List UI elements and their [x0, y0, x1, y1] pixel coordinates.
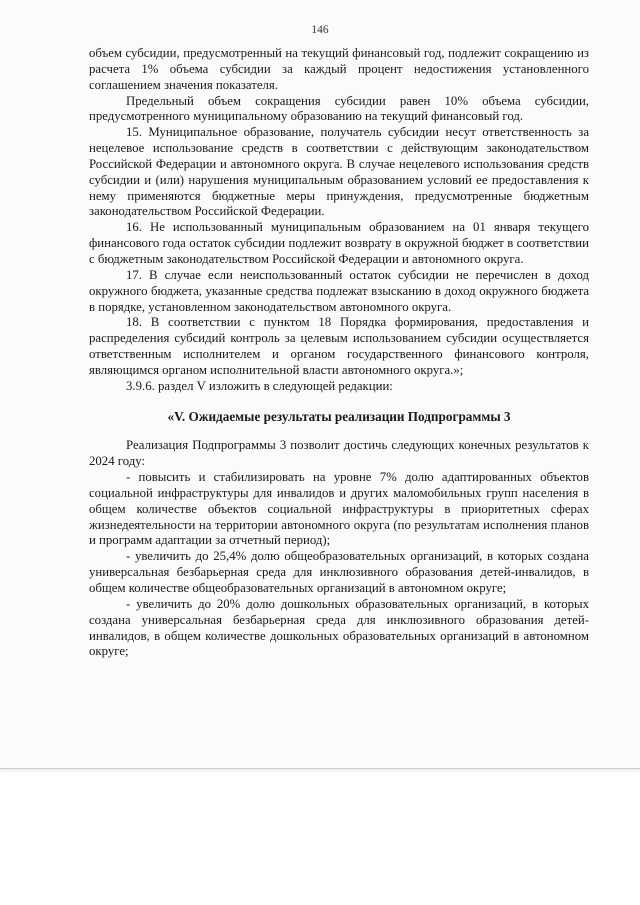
section-heading: «V. Ожидаемые результаты реализации Подпрограммы 3 — [167, 408, 511, 424]
paragraph-subsidy-reduction: объем субсидии, предусмотренный на текущий финансовый год, подлежит сокращению из расчета 1% объема субсидии за каждый процент недостижения установленного соглашением значения показателя. — [89, 46, 589, 92]
page-number: 146 — [311, 24, 329, 36]
paragraph-item-16: 16. Не использованный муниципальным образованием на 01 января текущего финансового года остаток субсидии подлежит возврату в окружной бюджет в соответствии с бюджетным законодательством Российской Федерации и автономного округа. — [89, 220, 589, 266]
paragraph-reduction-limit: Предельный объем сокращения субсидии равен 10% объема субсидии, предусмотренного муниципальному образованию на текущий финансовый год. — [89, 93, 589, 124]
document-body — [89, 46, 589, 660]
paragraph-item-17: 17. В случае если неиспользованный остаток субсидии не перечислен в доход окружного бюджета, указанные средства подлежат взысканию в доход окружного бюджета в порядке, установленном законодательством автономного округа. — [89, 267, 589, 314]
paragraph-result-preschools: - увеличить до 20% долю дошкольных образовательных организаций, в которых создана универсальная безбарьерная среда для инклюзивного образования детей-инвалидов, в общем количестве дошкольных образовательных организаций в автономном округе; — [89, 596, 589, 659]
paragraph-item-18: 18. В соответствии с пунктом 18 Порядка формирования, предоставления и распределения субсидий контроль за целевым использованием субсидии осуществляется ответственным исполнителем и органом государственного финансового контроля, являющимся органом исполнительной власти автономного округа.»; — [89, 315, 589, 377]
paragraph-results-intro: Реализация Подпрограммы 3 позволит достичь следующих конечных результатов к 2024 году: — [89, 438, 589, 469]
paragraph-result-general-schools: - увеличить до 25,4% долю общеобразовательных организаций, в которых создана универсальная безбарьерная среда для инклюзивного образования детей-инвалидов, в общем количестве общеобразовательных организаций в автономном округе; — [89, 549, 589, 595]
paragraph-item-15: 15. Муниципальное образование, получатель субсидии несут ответственность за нецелевое использование средств в соответствии с действующим законодательством Российской Федерации и автономного округа. В случае нецелевого использования средств субсидии и (или) нарушения муниципальным образованием условий ее предоставления к нему применяются бюджетные меры принуждения, предусмотренные бюджетным законодательством Российской Федерации. — [89, 125, 589, 219]
paragraph-3-9-6: 3.9.6. раздел V изложить в следующей редакции: — [126, 378, 393, 393]
paragraph-result-adapted-objects: - повысить и стабилизировать на уровне 7% долю адаптированных объектов социальной инфраструктуры для инвалидов и других маломобильных групп населения в общем количестве объектов социальной инфраструктуры в приоритетных сферах жизнедеятельности на территории автономного округа (по результатам исполнения планов и программ адаптации за отчетный период); — [89, 470, 589, 548]
